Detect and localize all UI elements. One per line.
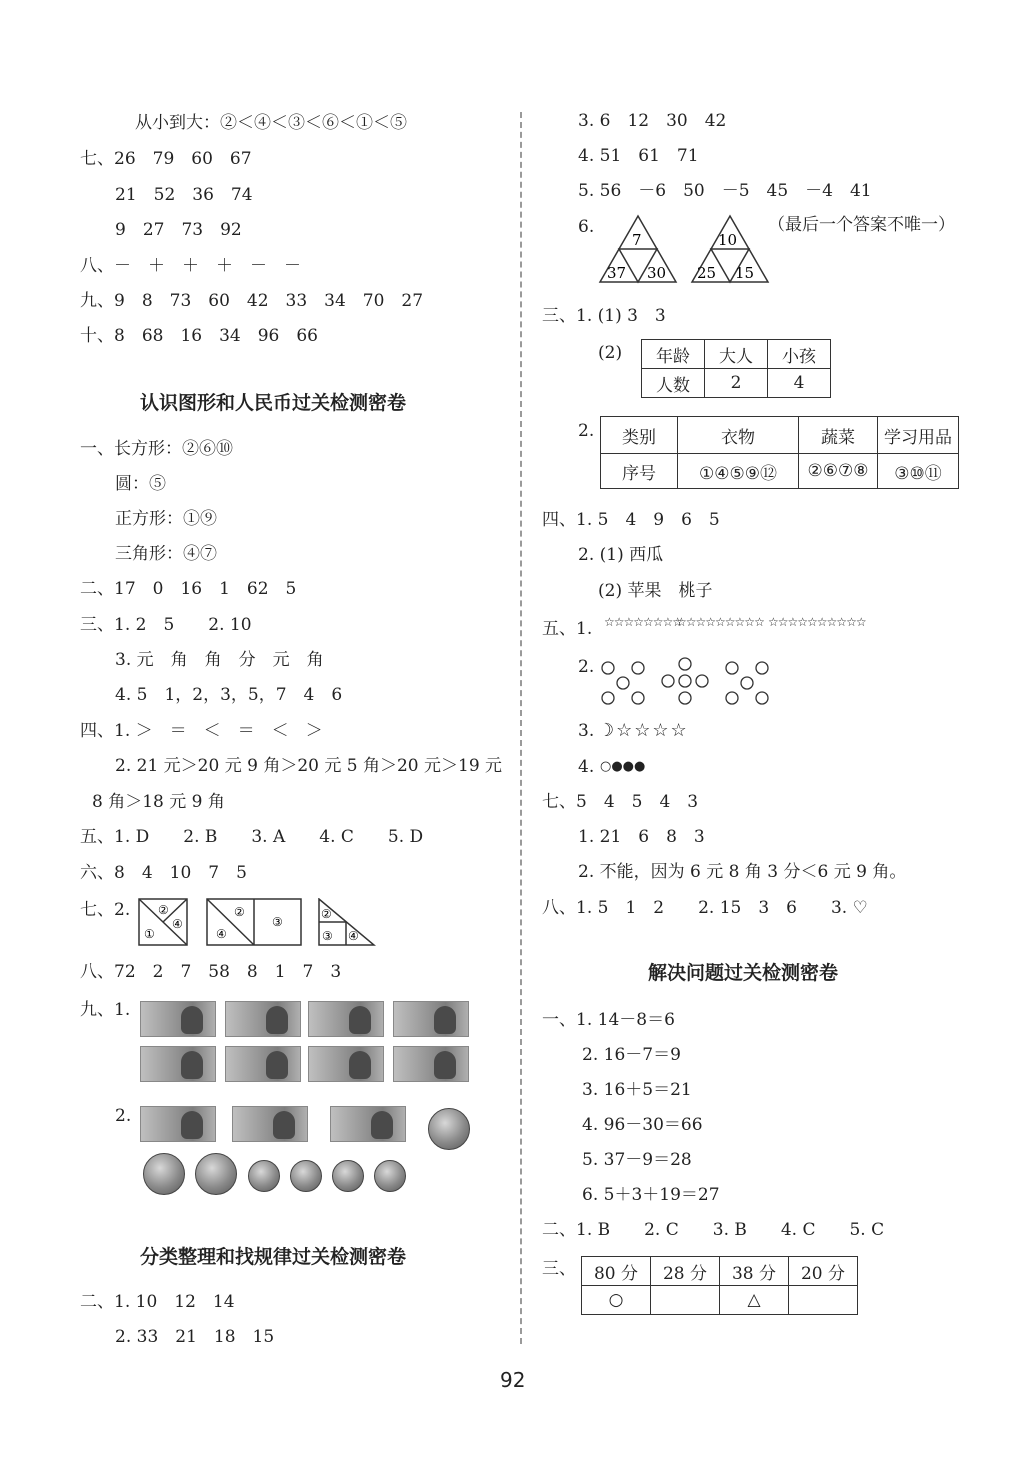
s3-line-1: 二、1. 10 12 14	[80, 1292, 235, 1312]
table-cell: 年龄	[642, 340, 705, 369]
s2-line-10: 2. 21 元＞20 元 9 角＞20 元 5 角＞20 元＞19 元	[115, 756, 503, 776]
left-line-qi-2: 21 52 36 74	[115, 185, 253, 205]
s4-line-1: 一、1. 14－8＝6	[542, 1010, 675, 1030]
moon-star-pattern: ☽☆☆☆☆	[598, 720, 689, 741]
table-cell: 蔬菜	[799, 417, 878, 454]
shape-label: ②	[321, 907, 332, 921]
s2-line-4: 三角形：④⑦	[115, 544, 217, 564]
right-line-5: 5. 56 －6 50 －5 45 －4 41	[578, 181, 872, 201]
table-cell: 38 分	[720, 1257, 789, 1286]
right-line-wu-3: 3.	[578, 721, 595, 741]
number-triangle-1	[598, 214, 678, 284]
triangle-right-value: 15	[735, 264, 755, 282]
right-line-3: 3. 6 12 30 42	[578, 111, 727, 131]
s4-line-6: 6. 5＋3＋19＝27	[582, 1185, 720, 1205]
s2-line-1: 一、长方形：②⑥⑩	[80, 439, 233, 459]
left-line-shi: 十、8 68 16 34 96 66	[80, 326, 318, 346]
coin-image	[332, 1160, 364, 1192]
shape-triangle-cut	[318, 898, 376, 946]
coin-image	[143, 1153, 185, 1195]
coin-image	[290, 1160, 322, 1192]
left-line-qi-3: 9 27 73 92	[115, 220, 242, 240]
table-cell: 大人	[705, 340, 768, 369]
page-number: 92	[500, 1368, 526, 1392]
triangle-right-value: 30	[647, 264, 667, 282]
banknote-image	[393, 1046, 469, 1082]
s3-line-2: 2. 33 21 18 15	[115, 1327, 275, 1347]
right-line-wu-2: 2.	[578, 657, 595, 677]
table-cell: ○	[582, 1286, 651, 1315]
s2-line-2: 圆：⑤	[115, 474, 166, 494]
shape-label: ③	[322, 929, 333, 943]
shape-label: ④	[216, 927, 227, 941]
table-cell: 2	[705, 369, 768, 398]
s2-line-6: 三、1. 2 5 2. 10	[80, 615, 252, 635]
left-line-jiu: 九、9 8 73 60 42 33 34 70 27	[80, 291, 424, 311]
section-title-shapes-money: 认识图形和人民币过关检测密卷	[140, 392, 407, 414]
shape-rect-cut	[206, 898, 302, 946]
right-line-wu-4: 4.	[578, 757, 595, 777]
table-cell: 小孩	[768, 340, 831, 369]
table-cell: 28 分	[651, 1257, 720, 1286]
shape-label: ②	[234, 905, 245, 919]
number-triangle-2	[690, 214, 770, 284]
section-title-problem-solving: 解决问题过关检测密卷	[648, 962, 839, 984]
star-group-2: ☆☆☆☆☆☆☆☆☆	[676, 615, 764, 629]
star-group-1: ☆☆☆☆☆☆☆☆	[604, 615, 683, 629]
shape-square-cut	[138, 898, 188, 946]
banknote-image	[308, 1001, 384, 1037]
table-cell: 衣物	[678, 417, 799, 454]
right-line-si-2: 2. (1) 西瓜	[578, 545, 664, 565]
right-line-ba: 八、1. 5 1 2 2. 15 3 6 3. ♡	[542, 898, 868, 918]
banknote-image	[140, 1001, 216, 1037]
triangle-left-value: 25	[697, 264, 717, 282]
table-cell: 4	[768, 369, 831, 398]
table-cell: ②⑥⑦⑧	[799, 454, 878, 489]
circle-pattern-1	[600, 660, 646, 706]
coin-image	[248, 1160, 280, 1192]
banknote-image	[308, 1046, 384, 1082]
table-cell: 学习用品	[878, 417, 959, 454]
banknote-image	[393, 1001, 469, 1037]
banknote-image	[140, 1046, 216, 1082]
table-cell	[651, 1286, 720, 1315]
shape-label: ④	[172, 917, 183, 931]
right-line-qi-2: 1. 21 6 8 3	[578, 827, 705, 847]
column-divider	[520, 112, 522, 1344]
coin-image	[428, 1108, 470, 1150]
triangle-left-value: 37	[607, 264, 627, 282]
left-line-order: 从小到大：②＜④＜③＜⑥＜①＜⑤	[135, 113, 407, 133]
coin-image	[195, 1153, 237, 1195]
left-line-qi: 七、26 79 60 67	[80, 149, 252, 169]
shape-label: ④	[348, 929, 359, 943]
banknote-image	[330, 1106, 406, 1142]
table-cell: 类别	[601, 417, 678, 454]
s2-line-7: 3. 元 角 角 分 元 角	[115, 650, 324, 670]
dot-pattern: ○●●●	[600, 759, 646, 774]
age-count-table	[641, 339, 831, 398]
triangle-note: （最后一个答案不唯一）	[768, 215, 955, 235]
banknote-image	[225, 1046, 301, 1082]
coin-image	[374, 1160, 406, 1192]
right-line-6: 6.	[578, 217, 595, 237]
triangle-top-value: 7	[632, 231, 642, 249]
table-cell: 80 分	[582, 1257, 651, 1286]
right-line-qi: 七、5 4 5 4 3	[542, 792, 699, 812]
s4-line-4: 4. 96－30＝66	[582, 1115, 703, 1135]
section-title-classify: 分类整理和找规律过关检测密卷	[140, 1246, 407, 1268]
table2-label: 2.	[578, 421, 595, 441]
table-cell: △	[720, 1286, 789, 1315]
table-cell	[789, 1286, 858, 1315]
circle-pattern-3	[724, 660, 770, 706]
s4-line-5: 5. 37－9＝28	[582, 1150, 692, 1170]
s2-line-5: 二、17 0 16 1 62 5	[80, 579, 297, 599]
s2-line-12: 五、1. D 2. B 3. A 4. C 5. D	[80, 827, 424, 847]
triangle-top-value: 10	[718, 231, 738, 249]
left-line-ba: 八、－ ＋ ＋ ＋ － －	[80, 256, 301, 276]
shape-label: ①	[144, 927, 155, 941]
star-group-3: ☆☆☆☆☆☆☆☆☆☆	[768, 615, 866, 629]
s4-line-3: 3. 16＋5＝21	[582, 1080, 692, 1100]
shape-label: ③	[272, 915, 283, 929]
s2-line-11: 8 角＞18 元 9 角	[92, 792, 225, 812]
s2-line-13: 六、8 4 10 7 5	[80, 863, 247, 883]
s2-line-3: 正方形：①⑨	[115, 509, 217, 529]
banknote-image	[140, 1106, 216, 1142]
banknote-image	[232, 1106, 308, 1142]
table-cell: ③⑩⑪	[878, 454, 959, 489]
category-table	[600, 416, 959, 489]
right-line-san: 三、1. (1) 3 3	[542, 306, 666, 326]
table-cell: 序号	[601, 454, 678, 489]
banknote-image	[225, 1001, 301, 1037]
table-cell: 人数	[642, 369, 705, 398]
circle-pattern-2	[660, 656, 710, 706]
right-line-qi-3: 2. 不能，因为 6 元 8 角 3 分＜6 元 9 角。	[578, 862, 907, 882]
s2-line-9: 四、1. ＞ ＝ ＜ ＝ ＜ ＞	[80, 721, 323, 741]
s2-line-16: 九、1.	[80, 1000, 131, 1020]
right-line-si: 四、1. 5 4 9 6 5	[542, 510, 720, 530]
s2-line-8: 4. 5 1，2，3，5，7 4 6	[115, 685, 343, 705]
s2-line-17: 2.	[115, 1106, 132, 1126]
table1-label: (2)	[598, 343, 623, 363]
table-cell: ①④⑤⑨⑫	[678, 454, 799, 489]
s4-line-7: 二、1. B 2. C 3. B 4. C 5. C	[542, 1220, 885, 1240]
s2-line-15: 八、72 2 7 58 8 1 7 3	[80, 962, 342, 982]
s2-line-14: 七、2.	[80, 900, 131, 920]
table-cell: 20 分	[789, 1257, 858, 1286]
right-line-si-3: (2) 苹果 桃子	[598, 581, 713, 601]
score-table	[581, 1256, 858, 1315]
right-line-wu: 五、1.	[542, 619, 593, 639]
s4-line-2: 2. 16－7＝9	[582, 1045, 681, 1065]
s4-line-8: 三、	[542, 1259, 576, 1279]
right-line-4: 4. 51 61 71	[578, 146, 699, 166]
shape-label: ②	[158, 903, 169, 917]
